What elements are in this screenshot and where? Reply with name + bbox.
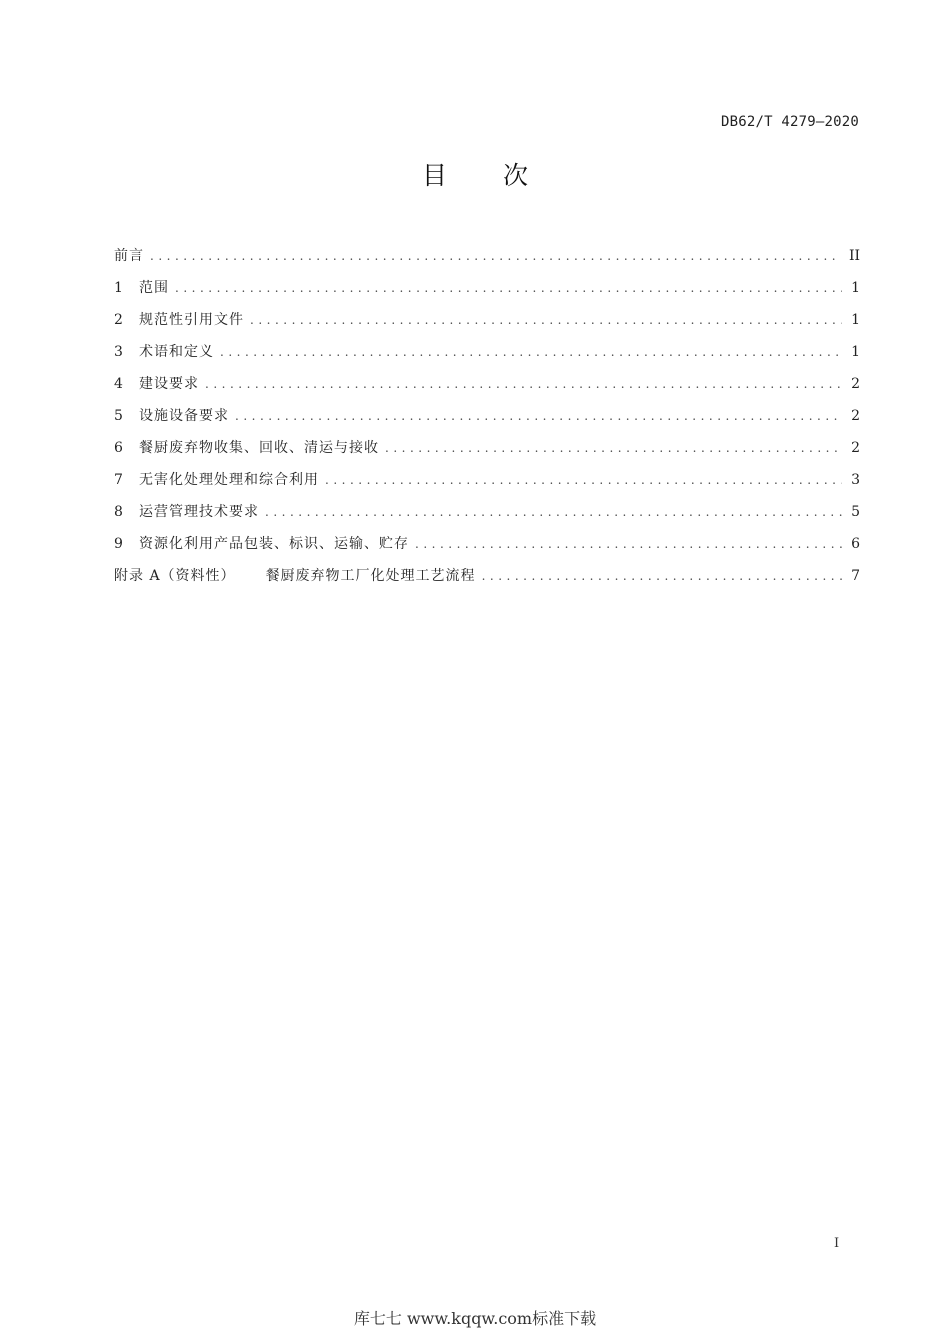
toc-entry-number: 2 xyxy=(114,312,123,328)
toc-entry-foreword[interactable] xyxy=(114,244,860,276)
toc-entry-label: 术语和定义 xyxy=(139,344,214,360)
title-char-1: 目 xyxy=(421,161,447,190)
toc-entry-page: 6 xyxy=(851,536,860,552)
toc-leader-dots xyxy=(150,244,841,268)
toc-entry-number: 9 xyxy=(114,536,123,552)
toc-entry-page: II xyxy=(848,248,860,264)
toc-entry-label: 运营管理技术要求 xyxy=(139,504,259,520)
toc-leader-dots xyxy=(482,564,842,588)
toc-entry-page: 2 xyxy=(851,408,860,424)
toc-entry-number: 7 xyxy=(114,472,123,488)
toc-entry-2[interactable] xyxy=(114,308,860,340)
toc-entry-page: 5 xyxy=(851,504,860,520)
toc-entry-6[interactable] xyxy=(114,436,860,468)
toc-leader-dots xyxy=(415,532,842,556)
toc-entry-8[interactable] xyxy=(114,500,860,532)
toc-leader-dots xyxy=(385,436,842,460)
toc-entry-3[interactable] xyxy=(114,340,860,372)
toc-entry-page: 3 xyxy=(851,472,860,488)
table-of-contents xyxy=(114,244,860,596)
toc-entry-label: 范围 xyxy=(139,280,169,296)
toc-entry-label: 规范性引用文件 xyxy=(139,312,244,328)
toc-entry-number: 6 xyxy=(114,440,123,456)
toc-entry-number: 4 xyxy=(114,376,123,392)
toc-entry-label: 建设要求 xyxy=(139,376,199,392)
toc-entry-page: 1 xyxy=(851,312,860,328)
toc-leader-dots xyxy=(235,404,842,428)
title-char-2: 次 xyxy=(503,161,529,190)
toc-entry-number: 5 xyxy=(114,408,123,424)
toc-appendix-label xyxy=(114,564,476,588)
toc-entry-label: 设施设备要求 xyxy=(139,408,229,424)
toc-entry-label: 资源化利用产品包装、标识、运输、贮存 xyxy=(139,536,409,552)
toc-entry-7[interactable] xyxy=(114,468,860,500)
toc-entry-5[interactable] xyxy=(114,404,860,436)
toc-entry-number: 1 xyxy=(114,280,123,296)
toc-leader-dots xyxy=(265,500,842,524)
toc-leader-dots xyxy=(175,276,842,300)
appendix-label: 附录 A（资料性） xyxy=(114,568,236,584)
toc-entry-appendix-a[interactable] xyxy=(114,564,860,596)
toc-entry-page: 7 xyxy=(851,568,860,584)
appendix-sublabel: 餐厨废弃物工厂化处理工艺流程 xyxy=(265,568,476,584)
toc-leader-dots xyxy=(220,340,842,364)
toc-entry-1[interactable] xyxy=(114,276,860,308)
toc-entry-label: 餐厨废弃物收集、回收、清运与接收 xyxy=(139,440,379,456)
toc-entry-9[interactable] xyxy=(114,532,860,564)
toc-leader-dots xyxy=(205,372,842,396)
toc-leader-dots xyxy=(250,308,842,332)
toc-entry-number: 3 xyxy=(114,344,123,360)
watermark-text: 库七七 www.kqqw.com标准下载 xyxy=(353,1309,597,1328)
toc-entry-page: 2 xyxy=(851,440,860,456)
document-code: DB62/T 4279—2020 xyxy=(720,114,859,130)
toc-entry-number: 8 xyxy=(114,504,123,520)
toc-entry-label: 无害化处理处理和综合利用 xyxy=(139,472,319,488)
page-title xyxy=(0,156,950,192)
toc-entry-page: 2 xyxy=(851,376,860,392)
page-number: I xyxy=(834,1236,840,1251)
toc-entry-page: 1 xyxy=(851,344,860,360)
toc-entry-label: 前言 xyxy=(114,248,144,264)
toc-leader-dots xyxy=(325,468,842,492)
toc-entry-4[interactable] xyxy=(114,372,860,404)
toc-entry-page: 1 xyxy=(851,280,860,296)
